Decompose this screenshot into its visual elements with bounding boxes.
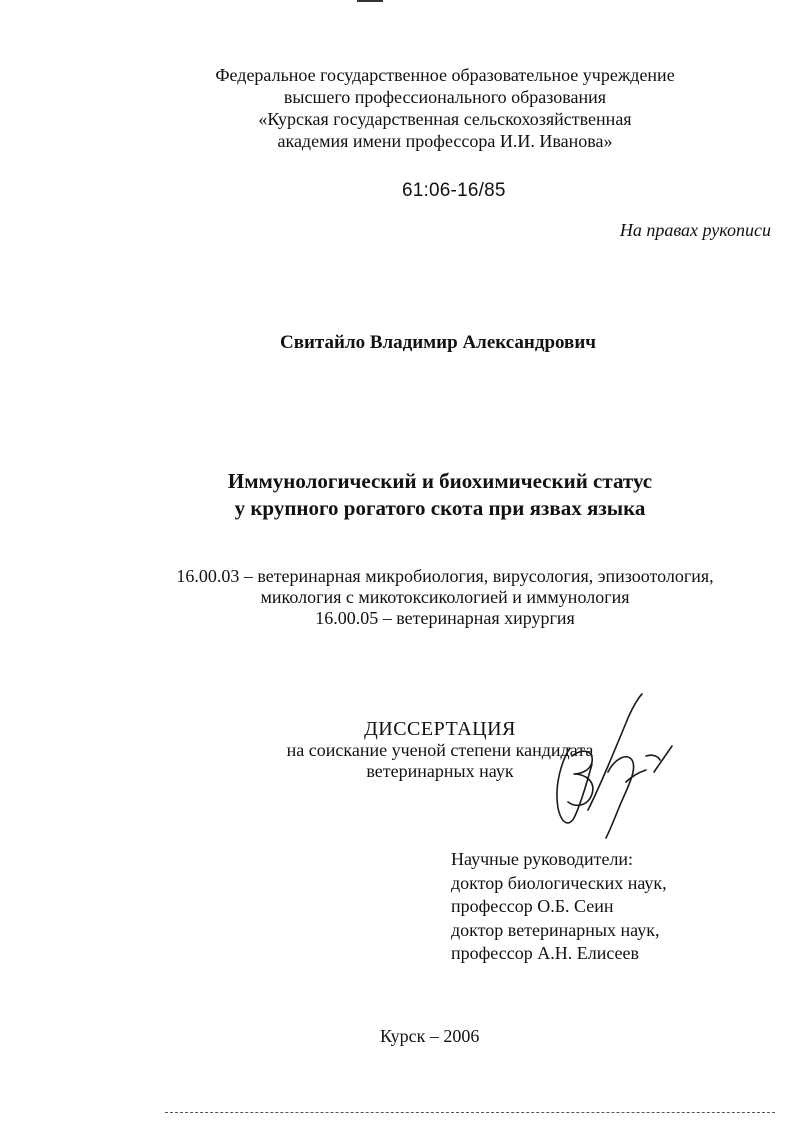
institution-line-3: «Курская государственная сельскохозяйственная (258, 109, 632, 129)
specialty-line-2: микология с микотоксикологией и иммунология (260, 587, 630, 607)
dissertation-title (40, 468, 797, 522)
supervisors-block (451, 848, 667, 966)
supervisor-1-degree: доктор биологических наук, (451, 872, 667, 893)
title-line-1: Иммунологический и биохимический статус (227, 469, 653, 493)
city-year: Курск – 2006 (380, 1026, 480, 1046)
bottom-scan-edge (165, 1112, 775, 1114)
dissertation-heading: ДИССЕРТАЦИЯ (364, 718, 516, 740)
rights-note: На правах рукописи (619, 220, 771, 240)
degree-line-2: ветеринарных наук (366, 761, 514, 781)
institution-block (45, 64, 797, 152)
supervisor-1-name: профессор О.Б. Сеин (451, 896, 614, 916)
supervisor-2-name: профессор А.Н. Елисеев (451, 943, 640, 963)
title-line-2: у крупного рогатого скота при язвах языка (234, 496, 646, 520)
catalog-number: 61:06-16/85 (402, 180, 506, 201)
supervisors-heading: Научные руководители: (451, 849, 634, 869)
author-name: Свитайло Владимир Александрович (280, 332, 596, 353)
institution-line-4: академия имени профессора И.И. Иванова» (277, 131, 613, 151)
institution-line-2: высшего профессионального образования (283, 87, 607, 107)
institution-line-1: Федеральное государственное образовательное учреждение (215, 65, 675, 85)
specialty-block (45, 566, 797, 629)
dissertation-block (40, 718, 797, 782)
top-scan-mark (357, 0, 383, 2)
handwritten-signature (548, 690, 678, 840)
specialty-line-3: 16.00.05 – ветеринарная хирургия (315, 608, 575, 628)
specialty-line-1: 16.00.03 – ветеринарная микробиология, вирусология, эпизоотология, (176, 566, 714, 586)
degree-line-1: на соискание ученой степени кандидата (286, 740, 594, 760)
supervisor-2-degree: доктор ветеринарных наук, (451, 919, 660, 940)
